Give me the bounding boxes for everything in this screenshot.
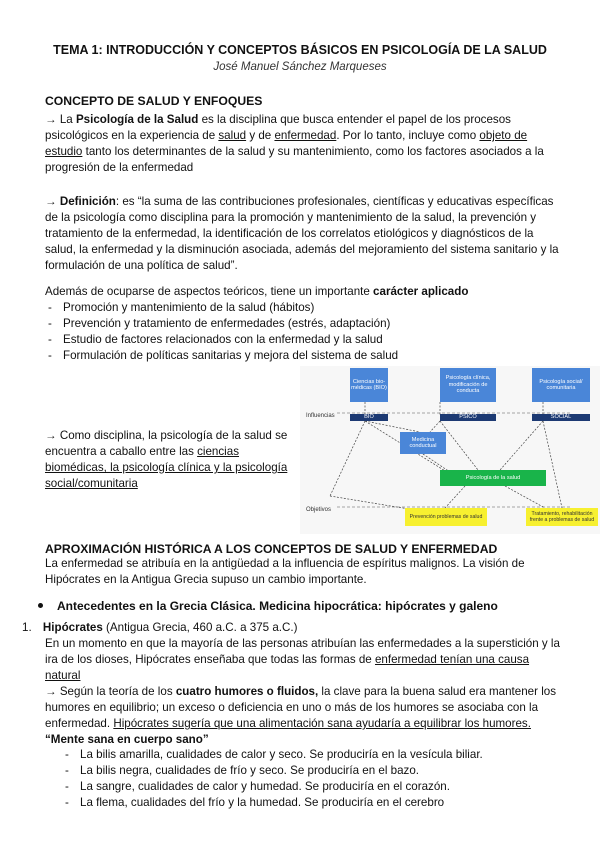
term-caracter-aplicado: carácter aplicado (373, 285, 469, 298)
paragraph-caracter-aplicado: Además de ocuparse de aspectos teóricos, tiene un importante carácter aplicado (45, 285, 469, 298)
label-influencias: Influencias (306, 413, 335, 419)
term-definicion: Definición (59, 195, 116, 208)
label-objetivos: Objetivos (306, 507, 332, 513)
paragraph-hipocrates-1: En un momento en que la mayoría de las personas atribuían las enfermedades a la superstición y la ira de los dioses, Hipócrates enseñaba que todas las formas de enfermedad tenían una causa natural (45, 637, 560, 682)
applied-list (45, 300, 445, 364)
list-item: - Prevención y tratamiento de enfermedades (estrés, adaptación) (45, 316, 445, 332)
list-item: - Promoción y mantenimiento de la salud (hábitos) (45, 300, 445, 316)
list-item: - La bilis negra, cualidades de frío y seco. Se produciría en el bazo. (62, 763, 562, 779)
underline-enfermedad: enfermedad (274, 129, 337, 142)
list-item: - La bilis amarilla, cualidades de calor y seco. Se produciría en la vesícula biliar. (62, 747, 562, 763)
box-psico: PSICO (440, 414, 496, 421)
box-prevencion: Prevención problemas de salud (405, 508, 487, 526)
box-psicologia-social: Psicología social/ comunitaria (532, 368, 590, 402)
box-bio: BIO (350, 414, 388, 421)
document-author: José Manuel Sánchez Marqueses (213, 61, 387, 73)
underline-alimentacion: Hipócrates sugería que una alimentación sana ayudaría a equilibrar los humores. (113, 717, 531, 730)
paragraph-humores: → Según la teoría de los cuatro humores o fluidos, la clave para la buena salud era mantener los humores en equilibrio; un exceso o deficiencia en uno o más de los humores se asociaba con la enfermedad. Hipócrates sugería que una alimentación sana ayudaría a equilibrar los humores. “Mente sana en cuerpo sano” (45, 685, 557, 746)
underline-causa-natural: enfermedad tenían una causa natural (45, 653, 530, 682)
psicologia-salud-diagram (300, 366, 600, 534)
list-item: - Estudio de factores relacionados con la enfermedad y la salud (45, 332, 445, 348)
section2-heading: APROXIMACIÓN HISTÓRICA A LOS CONCEPTOS DE SALUD Y ENFERMEDAD (45, 542, 498, 556)
bullet-antecedentes: Antecedentes en la Grecia Clásica. Medicina hipocrática: hipócrates y galeno (38, 598, 498, 614)
list-item: - La flema, cualidades del frío y la humedad. Se produciría en el cerebro (62, 795, 562, 811)
term-psicologia-salud: Psicología de la Salud (75, 113, 199, 126)
section1-heading: CONCEPTO DE SALUD Y ENFOQUES (45, 94, 263, 108)
term-hipocrates: Hipócrates (42, 621, 103, 634)
paragraph-historia: La enfermedad se atribuía en la antigüedad a la influencia de espíritus malignos. La visión de Hipócrates en la Antigua Grecia supuso un cambio importante. (45, 557, 525, 586)
box-ciencias-biomedicas: Ciencias bio-médicas (BIO) (350, 368, 388, 402)
underline-objeto-estudio: objeto de estudio (45, 129, 528, 158)
paragraph-disciplina: → Como disciplina, la psicología de la salud se encuentra a caballo entre las ciencias biomédicas, la psicología clínica y la psicología social/comunitaria (45, 429, 288, 490)
list-item: - Formulación de políticas sanitarias y mejora del sistema de salud (45, 348, 445, 364)
paragraph-psicologia-salud: → La Psicología de la Salud es la disciplina que busca entender el papel de los procesos psicológicos en la experiencia de salud y de enfermedad. Por lo tanto, incluye como objeto de estudio tanto los determinantes de la salud y su mantenimiento, como los factores asociados a la progresión de la enfermedad (45, 113, 544, 174)
document-title: TEMA 1: INTRODUCCIÓN Y CONCEPTOS BÁSICOS EN PSICOLOGÍA DE LA SALUD (53, 43, 547, 57)
list-item: - La sangre, cualidades de calor y humedad. Se produciría en el corazón. (62, 779, 562, 795)
paragraph-definicion: → Definición: es “la suma de las contribuciones profesionales, científicas y educativas específicas de la psicología como disciplina para la promoción y mantenimiento de la salud, la prevención y tratamiento de la enfermedad, la identificación de los correlatos etiológicos y diagnósticos de la salud, la enfermedad y la disminución asociada, además del mejoramiento del sistema sanitario y la formulación de una política de salud”. (45, 195, 559, 272)
quote-mente-sana: “Mente sana en cuerpo sano” (45, 733, 209, 746)
box-psicologia-clinica: Psicología clínica, modificación de conducta (440, 368, 496, 402)
term-cuatro-humores: cuatro humores o fluidos, (175, 685, 319, 698)
humores-list (62, 747, 562, 811)
underline-ciencias: ciencias biomédicas, la psicología clínica y la psicología social/comunitaria (45, 445, 288, 490)
box-social: SOCIAL (532, 414, 590, 421)
box-medicina-conductual: Medicina conductual (400, 432, 446, 454)
item-hipocrates-heading: 1. Hipócrates (Antigua Grecia, 460 a.C. a 375 a.C.) (22, 621, 298, 634)
box-tratamiento: Tratamiento, rehabilitación frente a problemas de salud (526, 508, 598, 526)
underline-salud: salud (218, 129, 247, 142)
box-psicologia-de-la-salud: Psicología de la salud (440, 470, 546, 486)
bullet-dot-icon (38, 603, 43, 608)
